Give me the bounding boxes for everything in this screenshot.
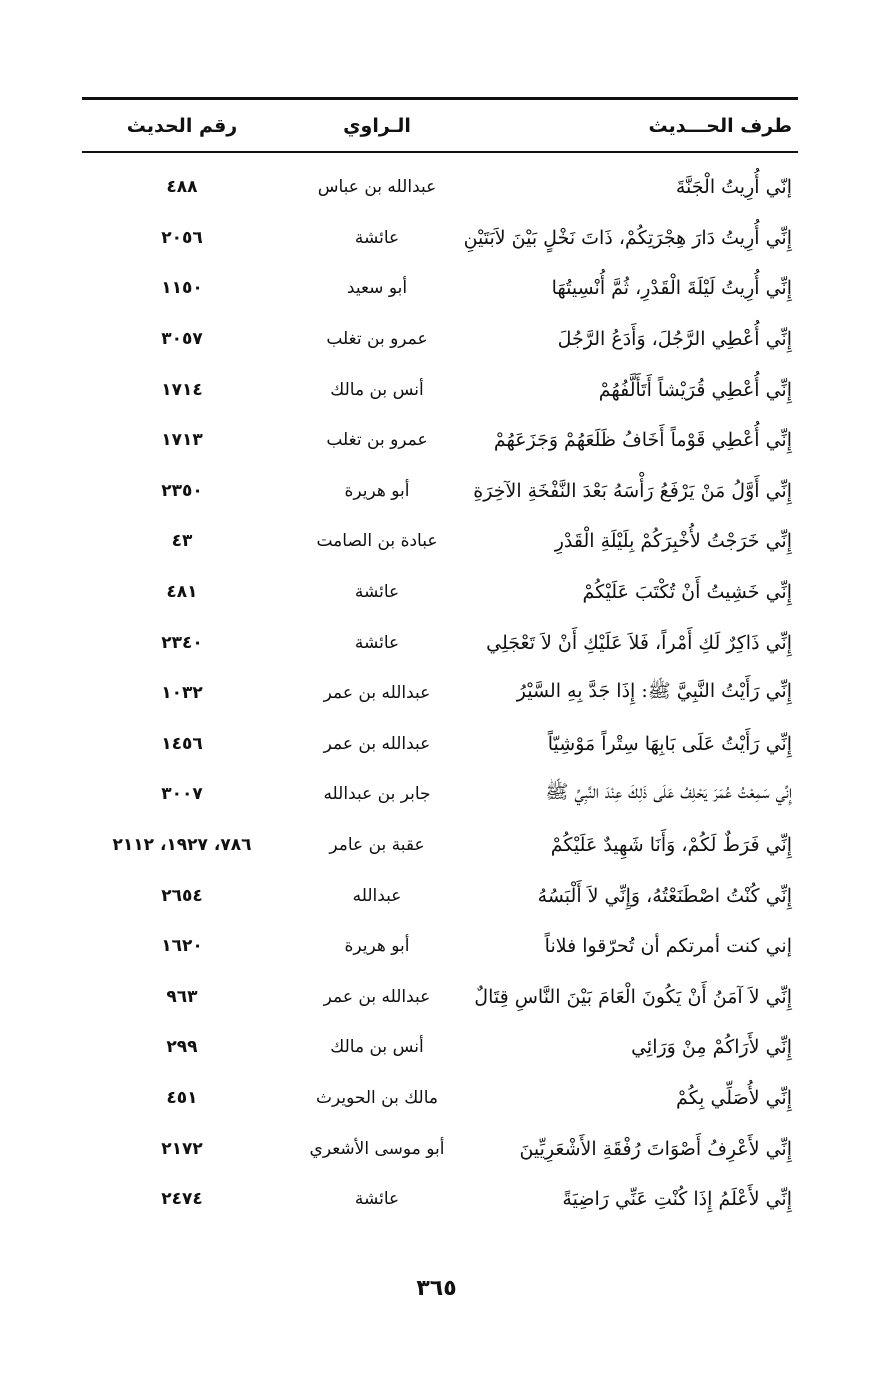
rawi-name: عمرو بن تغلب xyxy=(326,430,428,451)
table-row xyxy=(82,567,798,618)
table-row xyxy=(82,870,798,921)
hadith-number: ٤٨٨ xyxy=(166,177,198,198)
rawi-name: عمرو بن تغلب xyxy=(326,329,428,350)
table-row xyxy=(82,1123,798,1174)
table-row xyxy=(82,668,798,719)
hadith-text: إِنِّي أُعْطِي قُرَيْشاً أَتَأَلَّفُهُمْ xyxy=(598,378,792,401)
hadith-text: إِنِّي لأُصَلِّي بِكُمْ xyxy=(675,1086,792,1109)
hadith-text: إِنِّي أُعْطِي قَوْماً أَخَافُ ظَلَعَهُمْ وَجَزَعَهُمْ xyxy=(493,429,792,452)
hadith-number: ٢٣٤٠ xyxy=(161,632,203,653)
rawi-name: عبدالله بن عمر xyxy=(323,733,431,754)
rawi-name: عائشة xyxy=(354,227,400,248)
rawi-name: أنس بن مالك xyxy=(330,379,424,400)
hadith-number: ١٤٥٦ xyxy=(161,733,203,754)
header-rule xyxy=(82,151,798,153)
table-row xyxy=(82,162,798,213)
table-row xyxy=(82,719,798,770)
hadith-number: ٧٨٦، ١٩٢٧، ٢١١٢ xyxy=(112,835,252,856)
hadith-table-body xyxy=(82,162,798,1224)
hadith-text: إِنِّي لأَعْلَمُ إِذَا كُنْتِ عَنِّي رَاضِيَةً xyxy=(562,1188,792,1211)
table-row xyxy=(82,1073,798,1124)
hadith-number: ٢٠٥٦ xyxy=(161,227,203,248)
hadith-number: ١٧١٤ xyxy=(161,379,203,400)
table-row xyxy=(82,516,798,567)
rawi-name: عبدالله بن عمر xyxy=(323,986,431,1007)
hadith-number: ١٦٢٠ xyxy=(161,936,203,957)
hadith-number: ٤٥١ xyxy=(166,1087,198,1108)
table-row xyxy=(82,769,798,820)
table-row xyxy=(82,921,798,972)
hadith-number: ٢٩٩ xyxy=(166,1037,198,1058)
table-row xyxy=(82,466,798,517)
hadith-number: ٢٤٧٤ xyxy=(161,1189,203,1210)
table-row xyxy=(82,617,798,668)
rawi-name: عبدالله بن عمر xyxy=(323,683,431,704)
hadith-number: ٢٦٥٤ xyxy=(161,885,203,906)
table-row xyxy=(82,1174,798,1225)
table-row xyxy=(82,415,798,466)
top-rule xyxy=(82,97,798,100)
hadith-text: إِنِّي لأَرَاكُمْ مِنْ وَرَائِي xyxy=(631,1036,792,1059)
table-row xyxy=(82,972,798,1023)
hadith-number: ٤٣ xyxy=(171,531,193,552)
hadith-number: ٤٨١ xyxy=(166,582,198,603)
table-row xyxy=(82,314,798,365)
hadith-text: إِنِّي خَرَجْتُ لأُخْبِرَكُمْ بِلَيْلَةِ الْقَدْرِ xyxy=(554,530,792,553)
rawi-name: عائشة xyxy=(354,1189,400,1210)
hadith-number: ١٠٣٢ xyxy=(161,683,203,704)
rawi-name: عائشة xyxy=(354,582,400,603)
rawi-name: مالك بن الحويرث xyxy=(315,1087,439,1108)
header-number: رقم الحديث xyxy=(126,115,238,137)
hadith-number: ١٧١٣ xyxy=(161,430,203,451)
table-row xyxy=(82,1022,798,1073)
table-row xyxy=(82,820,798,871)
hadith-text: إِنِّي لأَعْرِفُ أَصْوَاتَ رُفْقَةِ الأَشْعَرِيِّينَ xyxy=(519,1137,792,1160)
rawi-name: أبو موسى الأشعري xyxy=(309,1138,445,1159)
table-row xyxy=(82,213,798,264)
hadith-text: إِنِّي سَمِعْتُ عُمَرَ يَحْلِفُ عَلَى ذَلِكَ عِنْدَ النَّبِيِّ ﷺ xyxy=(545,781,792,804)
hadith-number: ٢٣٥٠ xyxy=(161,480,203,501)
hadith-number: ٣٠٥٧ xyxy=(161,329,203,350)
rawi-name: أنس بن مالك xyxy=(330,1037,424,1058)
hadith-text: إِنِّي أُرِيتُ دَارَ هِجْرَتِكُمْ، ذَاتَ نَخْلٍ بَيْنَ لاَبَتَيْنِ xyxy=(463,226,792,249)
hadith-text: إِنِّي كُنْتُ اصْطَنَعْتُهُ، وَإِنِّي لاَ أَلْبَسُهُ xyxy=(537,884,792,907)
hadith-text: إِنِّي أَوَّلُ مَنْ يَرْفَعُ رَأْسَهُ بَعْدَ النَّفْخَةِ الآخِرَةِ xyxy=(473,479,792,502)
hadith-number: ٩٦٣ xyxy=(166,986,198,1007)
rawi-name: عائشة xyxy=(354,632,400,653)
table-header xyxy=(82,104,798,148)
table-row xyxy=(82,263,798,314)
rawi-name: أبو هريرة xyxy=(344,936,410,957)
hadith-text: إِنِّي فَرَطٌ لَكُمْ، وَأَنَا شَهِيدٌ عَلَيْكُمْ xyxy=(550,834,792,857)
hadith-number: ١١٥٠ xyxy=(161,278,203,299)
header-hadith: طرف الحـــديث xyxy=(648,115,792,137)
header-rawi: الـراوي xyxy=(343,115,411,137)
table-row xyxy=(82,364,798,415)
hadith-number: ٣٠٠٧ xyxy=(161,784,203,805)
hadith-text: إنّي أُرِيتُ الْجَنَّةَ xyxy=(675,176,792,199)
page-number: ٣٦٥ xyxy=(416,1276,457,1301)
rawi-name: عبدالله بن عباس xyxy=(317,177,437,198)
hadith-number: ٢١٧٢ xyxy=(161,1138,203,1159)
hadith-text: إِنِّي رَأَيْتُ عَلَى بَابِهَا سِتْراً مَوْشِيّاً xyxy=(547,732,792,755)
hadith-text: إني كنت أمرتكم أن تُحرّقوا فلاناً xyxy=(544,935,792,958)
hadith-text: إِنِّي أُرِيتُ لَيْلَةَ الْقَدْرِ، ثُمَّ أُنْسِيتُهَا xyxy=(551,277,792,300)
hadith-text: إِنِّي رَأَيْتُ النَّبِيَّ ﷺ: إِذَا جَدَّ بِهِ السَّيْرُ xyxy=(516,680,792,703)
rawi-name: عبدالله xyxy=(352,885,402,906)
hadith-text: إِنِّي ذَاكِرٌ لَكِ أَمْراً، فَلاَ عَلَيْكِ أَنْ لاَ تَعْجَلِي xyxy=(486,631,792,654)
rawi-name: عبادة بن الصامت xyxy=(316,531,438,552)
hadith-text: إِنِّي لاَ آمَنُ أَنْ يَكُونَ الْعَامَ بَيْنَ النَّاسِ قِتَالٌ xyxy=(474,985,792,1008)
hadith-text: إِنِّي خَشِيتُ أَنْ تُكْتَبَ عَلَيْكُمْ xyxy=(582,581,792,604)
rawi-name: عقبة بن عامر xyxy=(329,835,425,856)
rawi-name: أبو هريرة xyxy=(344,480,410,501)
rawi-name: أبو سعيد xyxy=(346,278,408,299)
hadith-text: إِنِّي أُعْطِي الرَّجُلَ، وَأَدَعُ الرَّجُلَ xyxy=(557,328,792,351)
rawi-name: جابر بن عبدالله xyxy=(323,784,431,805)
